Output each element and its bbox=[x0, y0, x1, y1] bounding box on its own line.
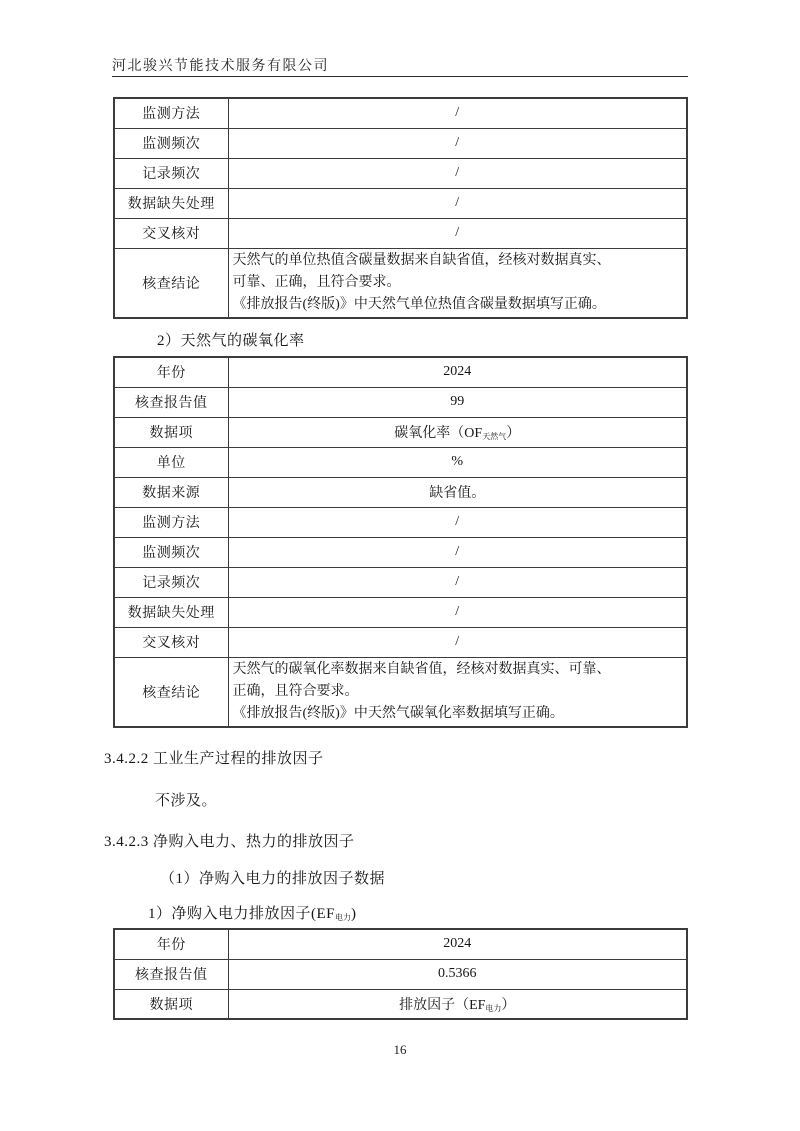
value-suffix: ） bbox=[506, 426, 521, 441]
row-value: / bbox=[228, 597, 687, 627]
table-row bbox=[114, 417, 687, 447]
row-label: 数据缺失处理 bbox=[114, 597, 228, 627]
row-value: / bbox=[228, 188, 687, 218]
heading-prefix: 1）净购入电力排放因子(EF bbox=[148, 906, 336, 922]
table-row bbox=[114, 597, 687, 627]
row-value: / bbox=[228, 627, 687, 657]
conclusion-line: 《排放报告(终版)》中天然气单位热值含碳量数据填写正确。 bbox=[232, 296, 606, 312]
row-value: / bbox=[228, 537, 687, 567]
header-rule bbox=[112, 76, 688, 77]
row-label: 监测方法 bbox=[114, 507, 228, 537]
section-heading-3423: 3.4.2.3 净购入电力、热力的排放因子 bbox=[104, 834, 355, 850]
row-value: / bbox=[228, 507, 687, 537]
table-row bbox=[114, 98, 687, 128]
row-value: 99 bbox=[228, 387, 687, 417]
row-value: 0.5366 bbox=[228, 959, 687, 989]
table-row bbox=[114, 627, 687, 657]
heading-suffix: ) bbox=[351, 906, 357, 922]
row-value: / bbox=[228, 128, 687, 158]
value-prefix: 碳氧化率（OF bbox=[394, 426, 483, 441]
row-label: 监测频次 bbox=[114, 128, 228, 158]
row-label: 监测频次 bbox=[114, 537, 228, 567]
conclusion-line: 天然气的单位热值含碳量数据来自缺省值，经核对数据真实、 bbox=[232, 252, 611, 268]
row-label: 单位 bbox=[114, 447, 228, 477]
table-row bbox=[114, 357, 687, 387]
table-row bbox=[114, 447, 687, 477]
table-row bbox=[114, 567, 687, 597]
table-row-conclusion bbox=[114, 248, 687, 318]
row-label: 数据缺失处理 bbox=[114, 188, 228, 218]
section-heading-3422: 3.4.2.2 工业生产过程的排放因子 bbox=[104, 751, 324, 767]
conclusion-label: 核查结论 bbox=[114, 657, 228, 727]
row-label: 交叉核对 bbox=[114, 218, 228, 248]
row-value-with-subscript bbox=[228, 989, 687, 1019]
table-row bbox=[114, 158, 687, 188]
table-electricity-emission-factor bbox=[113, 928, 688, 1020]
row-label: 年份 bbox=[114, 357, 228, 387]
row-value: 缺省值。 bbox=[228, 477, 687, 507]
subheading-electricity-emission-factor bbox=[148, 902, 357, 923]
row-value: / bbox=[228, 567, 687, 597]
table-row bbox=[114, 959, 687, 989]
row-label: 数据项 bbox=[114, 417, 228, 447]
table-row bbox=[114, 929, 687, 959]
row-value: / bbox=[228, 158, 687, 188]
heading-nat-gas-oxidation: 2）天然气的碳氧化率 bbox=[157, 333, 305, 349]
row-label: 记录频次 bbox=[114, 567, 228, 597]
conclusion-line: 天然气的碳氧化率数据来自缺省值，经核对数据真实、可靠、 bbox=[232, 661, 611, 677]
value-subscript: 电力 bbox=[485, 1003, 502, 1013]
row-label: 数据来源 bbox=[114, 477, 228, 507]
table-row bbox=[114, 477, 687, 507]
table-row bbox=[114, 537, 687, 567]
table-row bbox=[114, 128, 687, 158]
table-row bbox=[114, 387, 687, 417]
row-value: / bbox=[228, 218, 687, 248]
conclusion-line: 《排放报告(终版)》中天然气碳氧化率数据填写正确。 bbox=[232, 705, 564, 721]
heading-subscript: 电力 bbox=[335, 913, 352, 922]
row-label: 核查报告值 bbox=[114, 959, 228, 989]
table-nat-gas-oxidation-rate bbox=[113, 356, 688, 728]
table-nat-gas-carbon-content bbox=[113, 97, 688, 319]
row-label: 交叉核对 bbox=[114, 627, 228, 657]
conclusion-text bbox=[228, 657, 687, 727]
value-prefix: 排放因子（EF bbox=[399, 997, 486, 1013]
table-row bbox=[114, 507, 687, 537]
subheading-purchased-electricity-data: （1）净购入电力的排放因子数据 bbox=[160, 871, 386, 887]
table-row bbox=[114, 218, 687, 248]
paragraph-not-applicable: 不涉及。 bbox=[155, 793, 218, 809]
table-row bbox=[114, 188, 687, 218]
row-value: / bbox=[228, 98, 687, 128]
conclusion-line: 可靠、正确，且符合要求。 bbox=[232, 274, 401, 290]
conclusion-line: 正确，且符合要求。 bbox=[232, 683, 359, 699]
table-row bbox=[114, 989, 687, 1019]
row-value: 2024 bbox=[228, 929, 687, 959]
row-label: 记录频次 bbox=[114, 158, 228, 188]
row-value: % bbox=[228, 447, 687, 477]
page-number: 16 bbox=[393, 1042, 407, 1057]
row-value-with-subscript bbox=[228, 417, 687, 447]
row-label: 监测方法 bbox=[114, 98, 228, 128]
row-label: 核查报告值 bbox=[114, 387, 228, 417]
table-row-conclusion bbox=[114, 657, 687, 727]
value-suffix: ） bbox=[501, 997, 516, 1013]
conclusion-text bbox=[228, 248, 687, 318]
row-label: 年份 bbox=[114, 929, 228, 959]
value-subscript: 天然气 bbox=[482, 432, 507, 441]
conclusion-label: 核查结论 bbox=[114, 248, 228, 318]
company-header: 河北骏兴节能技术服务有限公司 bbox=[112, 59, 329, 74]
row-value: 2024 bbox=[228, 357, 687, 387]
row-label: 数据项 bbox=[114, 989, 228, 1019]
